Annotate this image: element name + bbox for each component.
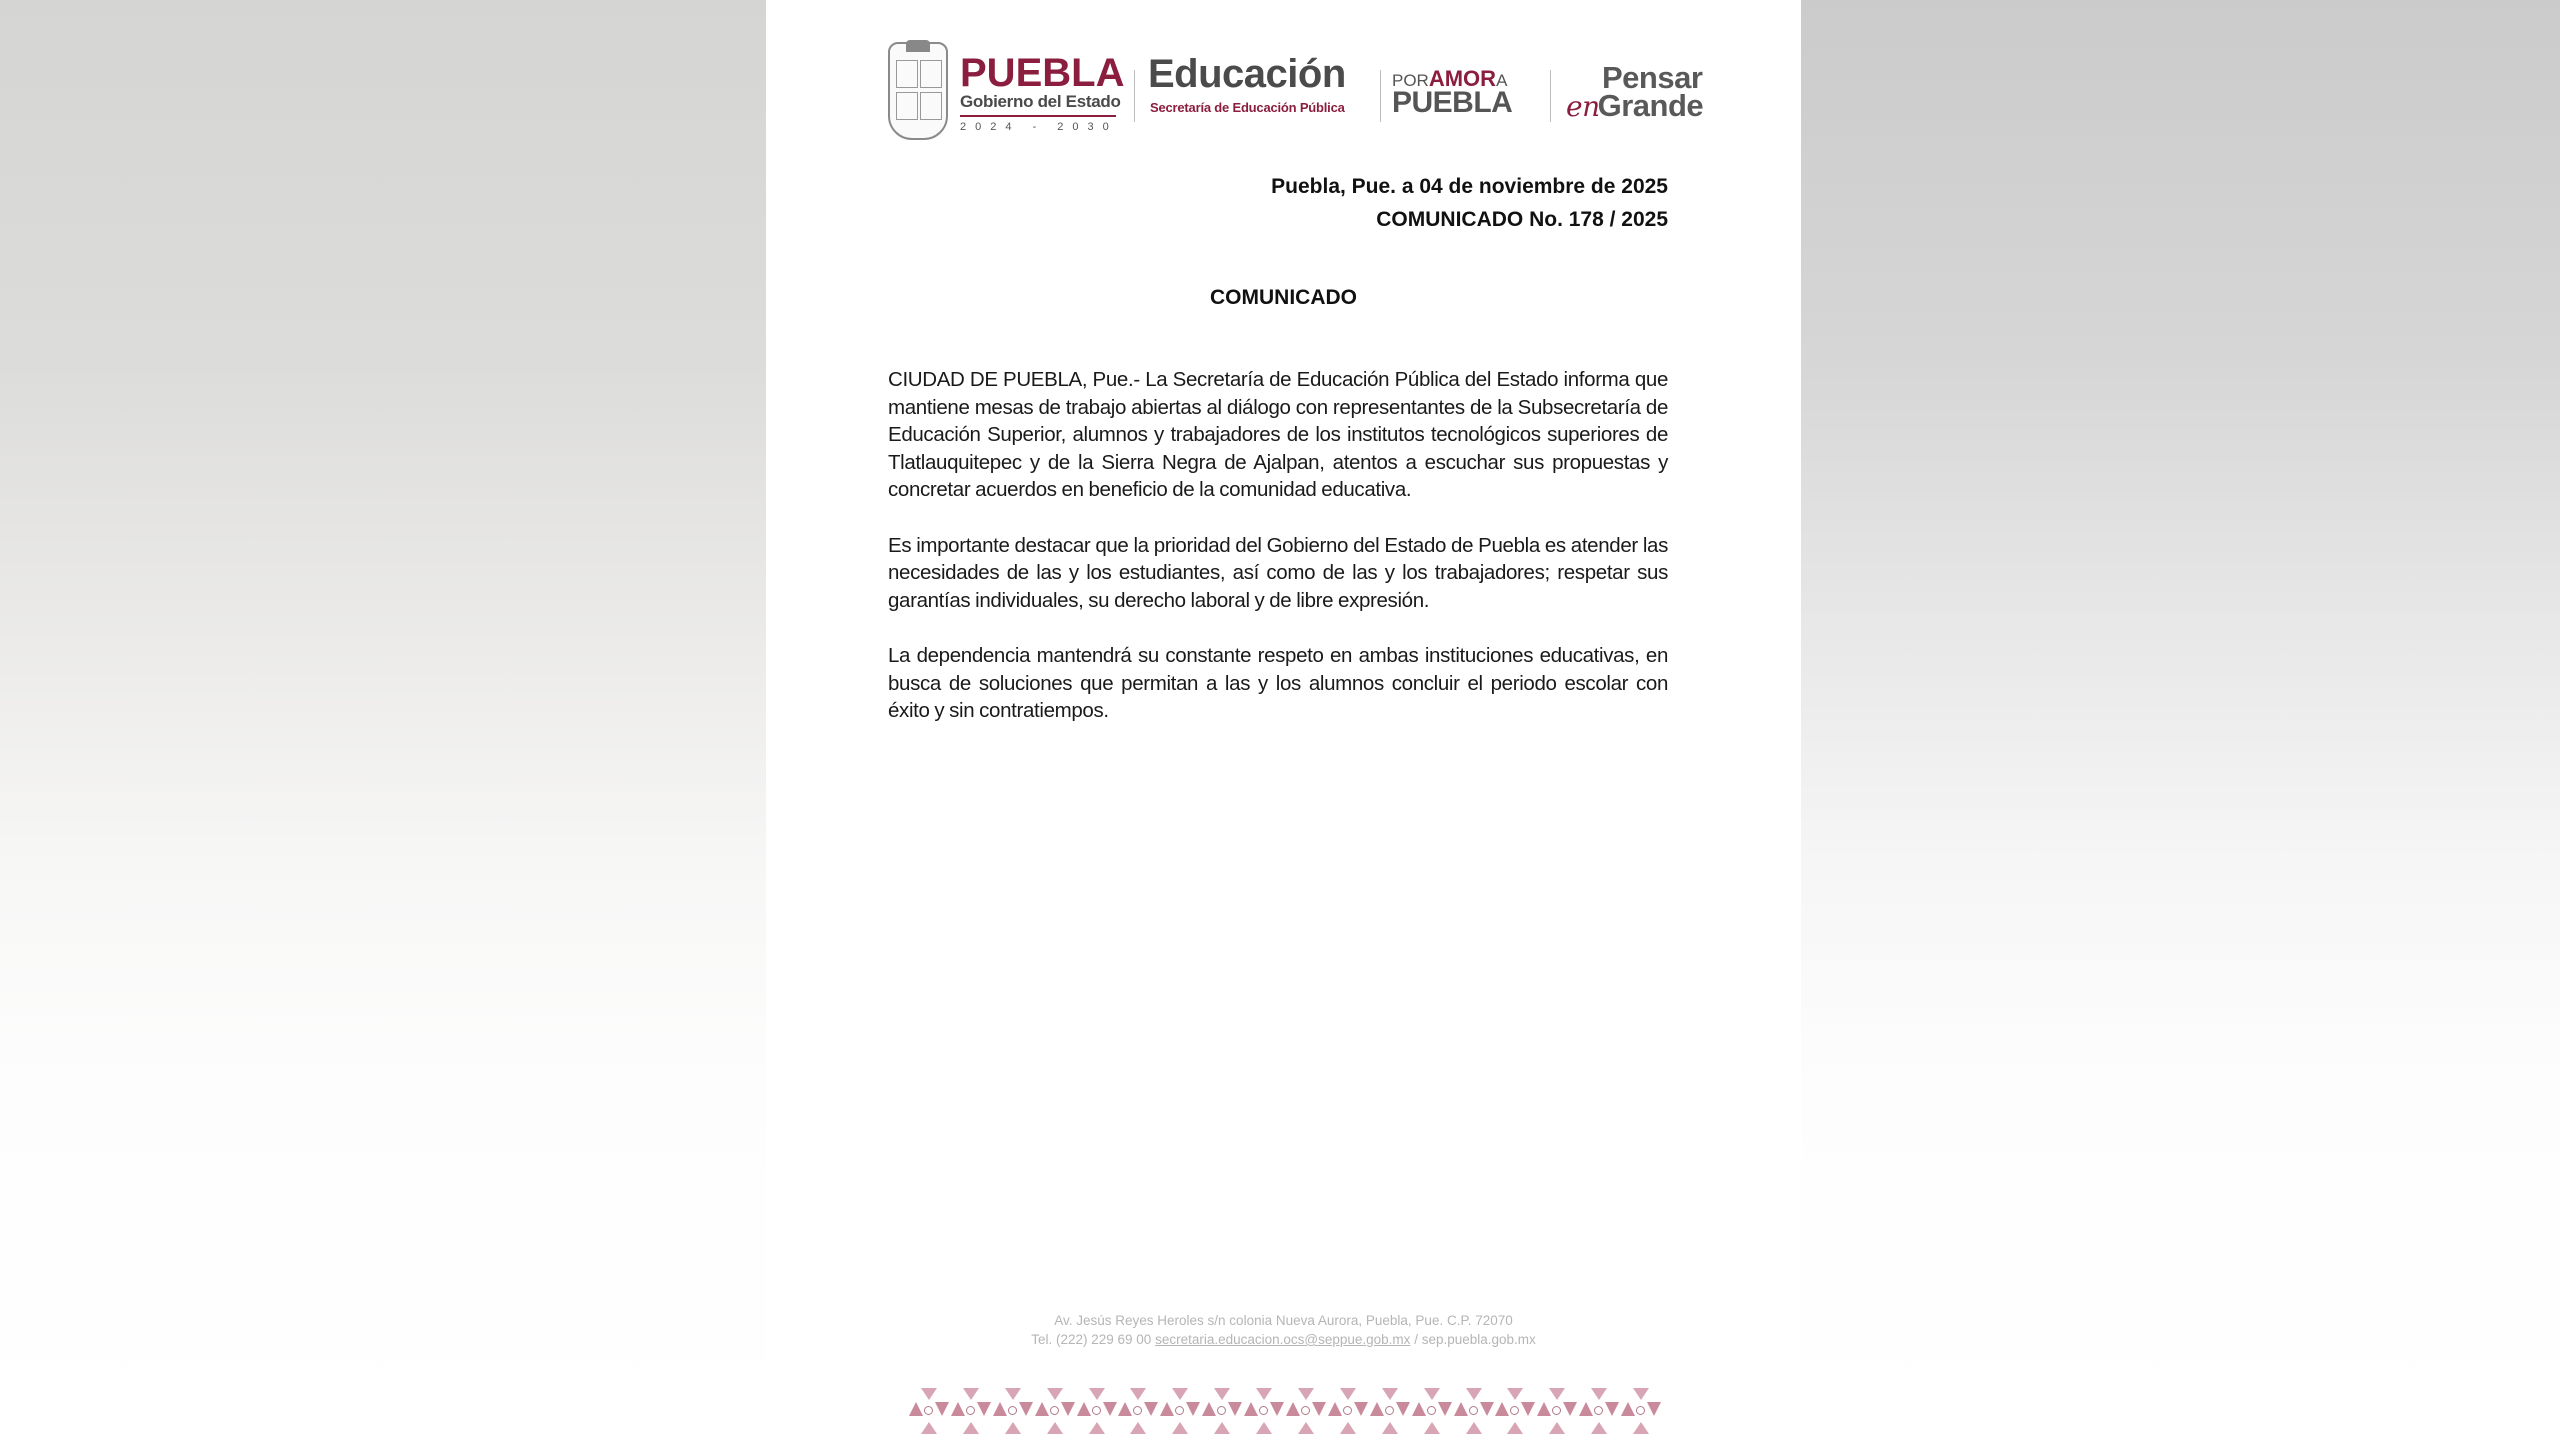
footer-separator: / bbox=[1410, 1332, 1422, 1347]
pensar-label: Pensar bbox=[1602, 60, 1703, 95]
sep-label: Secretaría de Educación Pública bbox=[1150, 100, 1345, 115]
pattern-motif-icon bbox=[1535, 1388, 1577, 1434]
logo-divider bbox=[960, 115, 1116, 117]
pattern-motif-icon bbox=[1577, 1388, 1619, 1434]
pattern-motif-icon bbox=[907, 1388, 949, 1434]
paragraph: Es importante destacar que la prioridad del Gobierno del Estado de Puebla es atender las necesidades de las y los estudiantes, así como de las y los trabajadores; respetar sus garantías individuales, su derecho laboral y de libre expresión. bbox=[888, 533, 1668, 612]
pattern-motif-icon bbox=[1326, 1388, 1368, 1434]
logo-separator bbox=[1550, 70, 1551, 122]
pattern-motif-icon bbox=[991, 1388, 1033, 1434]
pattern-motif-icon bbox=[1452, 1388, 1494, 1434]
document-title: COMUNICADO bbox=[1210, 286, 1357, 309]
por-label: POR bbox=[1392, 71, 1429, 90]
grande-label: Grande bbox=[1597, 88, 1704, 123]
footer-website: sep.puebla.gob.mx bbox=[1421, 1332, 1536, 1347]
document-body bbox=[888, 366, 1668, 752]
a-label: A bbox=[1496, 71, 1508, 90]
decorative-border-pattern bbox=[907, 1388, 1662, 1434]
puebla-label: PUEBLA bbox=[1392, 86, 1513, 119]
pattern-motif-icon bbox=[949, 1388, 991, 1434]
educacion-logo bbox=[1148, 52, 1346, 115]
pattern-motif-icon bbox=[1493, 1388, 1535, 1434]
footer-email-link[interactable]: secretaria.educacion.ocs@seppue.gob.mx bbox=[1155, 1332, 1411, 1347]
footer-contact bbox=[766, 1311, 1801, 1349]
en-script-label: en bbox=[1566, 90, 1600, 123]
background-right bbox=[1801, 0, 2560, 1440]
educacion-wordmark: Educación bbox=[1148, 52, 1346, 96]
logo-separator bbox=[1380, 70, 1381, 122]
term-years: 2024 - 2030 bbox=[960, 121, 1118, 133]
pattern-motif-icon bbox=[1284, 1388, 1326, 1434]
pattern-motif-icon bbox=[1242, 1388, 1284, 1434]
footer-phone: Tel. (222) 229 69 00 bbox=[1031, 1332, 1152, 1347]
pensar-en-grande-logo bbox=[1566, 62, 1703, 121]
amor-label: AMOR bbox=[1428, 66, 1497, 91]
pattern-motif-icon bbox=[1410, 1388, 1452, 1434]
coat-of-arms-icon bbox=[888, 42, 948, 140]
comunicado-number: COMUNICADO No. 178 / 2025 bbox=[1376, 208, 1668, 231]
pattern-motif-icon bbox=[1116, 1388, 1158, 1434]
pattern-motif-icon bbox=[1158, 1388, 1200, 1434]
pattern-motif-icon bbox=[1619, 1388, 1661, 1434]
paragraph: La dependencia mantendrá su constante respeto en ambas instituciones educativas, en busca de soluciones que permitan a las y los alumnos concluir el periodo escolar con éxito y sin contratiempos. bbox=[888, 643, 1668, 723]
puebla-gobierno-logo bbox=[960, 51, 1125, 133]
paragraph: CIUDAD DE PUEBLA, Pue.- La Secretaría de Educación Pública del Estado informa que mantiene mesas de trabajo abiertas al diálogo con representantes de la Subsecretaría de Educación Superior, alumnos y trabajadores de los institutos tecnológicos superiores de Tlatlauquitepec y de la Sierra Negra de Ajalpan, atentos a escuchar sus propuestas y concretar acuerdos en beneficio de la comunidad educativa. bbox=[888, 368, 1668, 502]
date-block bbox=[1271, 170, 1668, 236]
pattern-motif-icon bbox=[1200, 1388, 1242, 1434]
por-amor-a-puebla-logo bbox=[1392, 68, 1512, 118]
footer-address: Av. Jesús Reyes Heroles s/n colonia Nueva Aurora, Puebla, Pue. C.P. 72070 bbox=[1054, 1313, 1513, 1328]
header-logos bbox=[886, 40, 1726, 144]
place-date: Puebla, Pue. a 04 de noviembre de 2025 bbox=[1271, 175, 1668, 198]
pattern-motif-icon bbox=[1075, 1388, 1117, 1434]
pattern-motif-icon bbox=[1033, 1388, 1075, 1434]
document-page bbox=[766, 0, 1801, 1440]
pattern-motif-icon bbox=[1368, 1388, 1410, 1434]
logo-separator bbox=[1134, 70, 1135, 122]
gobierno-label: Gobierno del Estado bbox=[960, 92, 1121, 111]
puebla-wordmark: PUEBLA bbox=[960, 51, 1125, 95]
